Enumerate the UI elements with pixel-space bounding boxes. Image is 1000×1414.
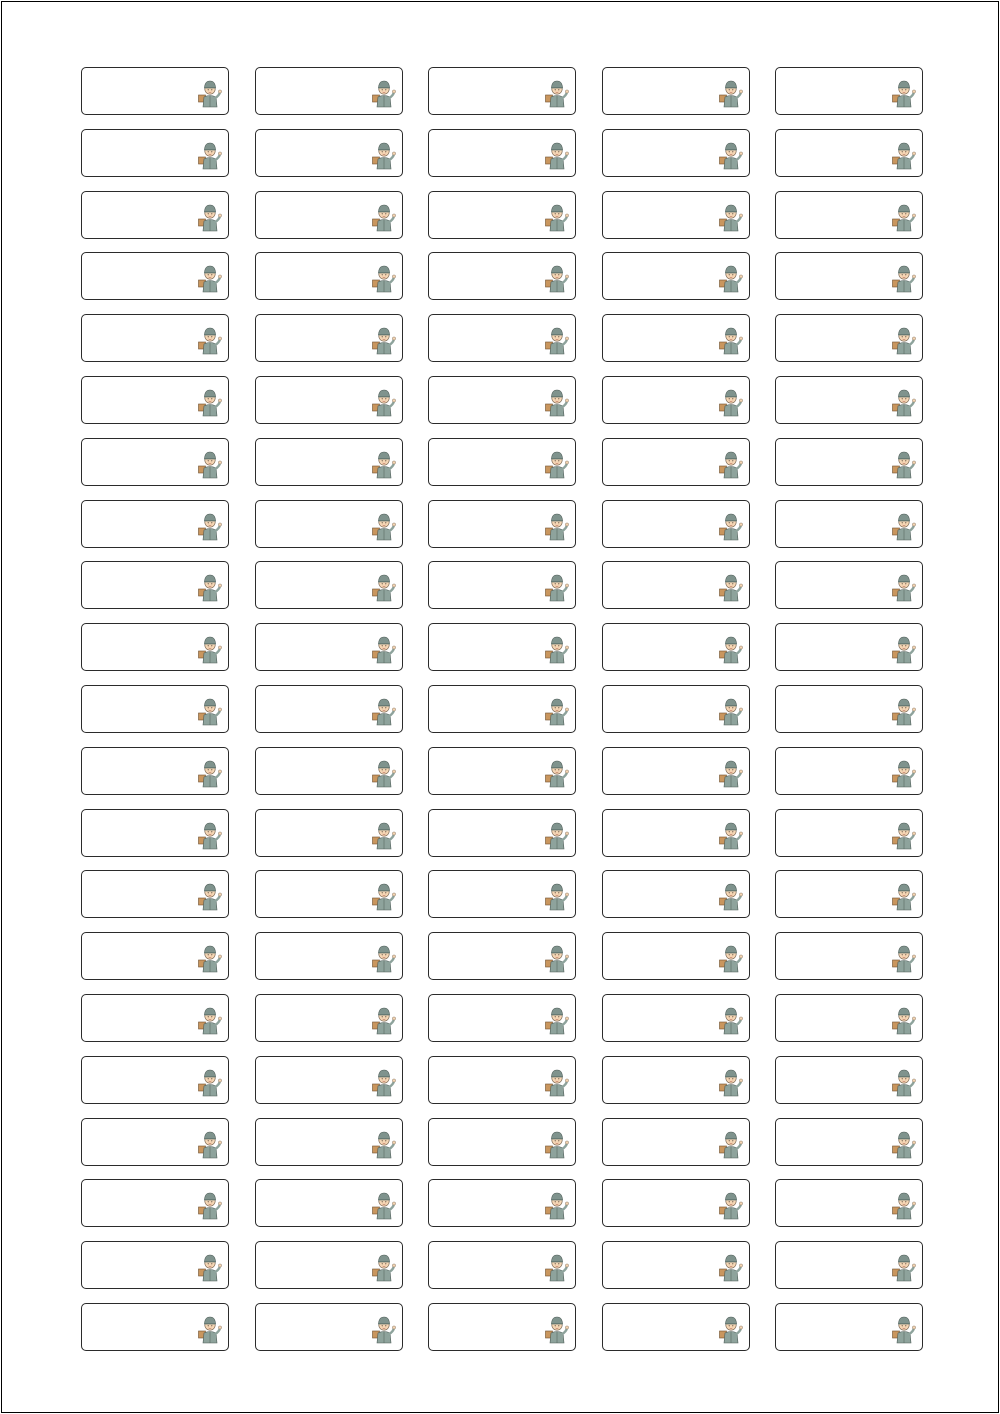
delivery-worker-icon — [719, 325, 743, 355]
blank-label[interactable] — [602, 623, 750, 671]
blank-label[interactable] — [775, 870, 923, 918]
blank-label[interactable] — [81, 1118, 229, 1166]
delivery-worker-icon — [198, 1129, 222, 1159]
delivery-worker-icon — [372, 1190, 396, 1220]
delivery-worker-icon — [719, 696, 743, 726]
blank-label[interactable] — [775, 561, 923, 609]
blank-label[interactable] — [602, 809, 750, 857]
blank-label[interactable] — [428, 1056, 576, 1104]
delivery-worker-icon — [892, 202, 916, 232]
delivery-worker-icon — [545, 140, 569, 170]
blank-label[interactable] — [775, 500, 923, 548]
blank-label[interactable] — [255, 1056, 403, 1104]
delivery-worker-icon — [892, 263, 916, 293]
blank-label[interactable] — [775, 685, 923, 733]
delivery-worker-icon — [719, 572, 743, 602]
delivery-worker-icon — [198, 1190, 222, 1220]
delivery-worker-icon — [372, 325, 396, 355]
blank-label[interactable] — [775, 747, 923, 795]
delivery-worker-icon — [372, 449, 396, 479]
delivery-worker-icon — [719, 78, 743, 108]
delivery-worker-icon — [198, 325, 222, 355]
delivery-worker-icon — [892, 78, 916, 108]
blank-label[interactable] — [428, 747, 576, 795]
delivery-worker-icon — [892, 696, 916, 726]
delivery-worker-icon — [372, 387, 396, 417]
blank-label[interactable] — [81, 191, 229, 239]
blank-label[interactable] — [81, 747, 229, 795]
delivery-worker-icon — [545, 387, 569, 417]
blank-label[interactable] — [602, 252, 750, 300]
delivery-worker-icon — [719, 449, 743, 479]
delivery-worker-icon — [372, 1252, 396, 1282]
delivery-worker-icon — [719, 140, 743, 170]
delivery-worker-icon — [372, 1067, 396, 1097]
delivery-worker-icon — [198, 634, 222, 664]
delivery-worker-icon — [545, 1067, 569, 1097]
blank-label[interactable] — [775, 438, 923, 486]
blank-label[interactable] — [602, 376, 750, 424]
blank-label[interactable] — [602, 67, 750, 115]
blank-label[interactable] — [81, 685, 229, 733]
blank-label[interactable] — [255, 747, 403, 795]
delivery-worker-icon — [719, 1005, 743, 1035]
delivery-worker-icon — [545, 820, 569, 850]
delivery-worker-icon — [719, 881, 743, 911]
delivery-worker-icon — [372, 820, 396, 850]
blank-label[interactable] — [255, 685, 403, 733]
blank-label[interactable] — [255, 1303, 403, 1351]
delivery-worker-icon — [719, 943, 743, 973]
delivery-worker-icon — [372, 696, 396, 726]
blank-label[interactable] — [775, 314, 923, 362]
delivery-worker-icon — [545, 202, 569, 232]
delivery-worker-icon — [372, 1005, 396, 1035]
blank-label[interactable] — [81, 438, 229, 486]
delivery-worker-icon — [892, 1129, 916, 1159]
blank-label[interactable] — [602, 314, 750, 362]
delivery-worker-icon — [892, 881, 916, 911]
delivery-worker-icon — [719, 387, 743, 417]
blank-label[interactable] — [428, 129, 576, 177]
blank-label[interactable] — [81, 994, 229, 1042]
blank-label[interactable] — [81, 1056, 229, 1104]
delivery-worker-icon — [198, 511, 222, 541]
delivery-worker-icon — [545, 449, 569, 479]
delivery-worker-icon — [372, 78, 396, 108]
delivery-worker-icon — [198, 820, 222, 850]
blank-label[interactable] — [255, 1118, 403, 1166]
blank-label[interactable] — [775, 252, 923, 300]
blank-label[interactable] — [602, 685, 750, 733]
blank-label[interactable] — [428, 1118, 576, 1166]
delivery-worker-icon — [198, 387, 222, 417]
blank-label[interactable] — [255, 623, 403, 671]
delivery-worker-icon — [198, 449, 222, 479]
delivery-worker-icon — [719, 1067, 743, 1097]
delivery-worker-icon — [545, 634, 569, 664]
delivery-worker-icon — [719, 1190, 743, 1220]
delivery-worker-icon — [892, 758, 916, 788]
delivery-worker-icon — [545, 572, 569, 602]
blank-label[interactable] — [81, 314, 229, 362]
blank-label[interactable] — [255, 870, 403, 918]
delivery-worker-icon — [372, 634, 396, 664]
blank-label[interactable] — [602, 1241, 750, 1289]
blank-label[interactable] — [255, 994, 403, 1042]
blank-label[interactable] — [81, 500, 229, 548]
delivery-worker-icon — [719, 511, 743, 541]
blank-label[interactable] — [81, 252, 229, 300]
blank-label[interactable] — [428, 809, 576, 857]
blank-label[interactable] — [775, 623, 923, 671]
blank-label[interactable] — [81, 376, 229, 424]
delivery-worker-icon — [719, 202, 743, 232]
blank-label[interactable] — [81, 932, 229, 980]
blank-label[interactable] — [255, 438, 403, 486]
delivery-worker-icon — [198, 1252, 222, 1282]
delivery-worker-icon — [892, 449, 916, 479]
delivery-worker-icon — [545, 511, 569, 541]
delivery-worker-icon — [719, 820, 743, 850]
delivery-worker-icon — [198, 1005, 222, 1035]
delivery-worker-icon — [892, 1067, 916, 1097]
delivery-worker-icon — [892, 820, 916, 850]
delivery-worker-icon — [198, 263, 222, 293]
blank-label[interactable] — [428, 685, 576, 733]
blank-label[interactable] — [255, 252, 403, 300]
delivery-worker-icon — [372, 572, 396, 602]
blank-label[interactable] — [428, 623, 576, 671]
blank-label[interactable] — [602, 994, 750, 1042]
delivery-worker-icon — [545, 881, 569, 911]
delivery-worker-icon — [372, 1129, 396, 1159]
blank-label[interactable] — [775, 809, 923, 857]
delivery-worker-icon — [545, 1005, 569, 1035]
delivery-worker-icon — [372, 943, 396, 973]
blank-label[interactable] — [255, 191, 403, 239]
blank-label[interactable] — [81, 67, 229, 115]
delivery-worker-icon — [545, 1252, 569, 1282]
blank-label[interactable] — [428, 932, 576, 980]
blank-label[interactable] — [775, 129, 923, 177]
blank-label[interactable] — [255, 67, 403, 115]
delivery-worker-icon — [892, 1190, 916, 1220]
blank-label[interactable] — [255, 1241, 403, 1289]
blank-label[interactable] — [775, 376, 923, 424]
blank-label[interactable] — [775, 1303, 923, 1351]
delivery-worker-icon — [372, 758, 396, 788]
delivery-worker-icon — [198, 1314, 222, 1344]
delivery-worker-icon — [719, 1252, 743, 1282]
blank-label[interactable] — [428, 191, 576, 239]
blank-label[interactable] — [255, 376, 403, 424]
label-sheet — [1, 1, 999, 1413]
delivery-worker-icon — [892, 387, 916, 417]
blank-label[interactable] — [775, 1056, 923, 1104]
delivery-worker-icon — [198, 202, 222, 232]
blank-label[interactable] — [255, 932, 403, 980]
blank-label[interactable] — [602, 1118, 750, 1166]
blank-label[interactable] — [81, 870, 229, 918]
delivery-worker-icon — [198, 140, 222, 170]
delivery-worker-icon — [372, 511, 396, 541]
blank-label[interactable] — [602, 500, 750, 548]
delivery-worker-icon — [198, 943, 222, 973]
blank-label[interactable] — [602, 438, 750, 486]
blank-label[interactable] — [428, 376, 576, 424]
blank-label[interactable] — [255, 500, 403, 548]
blank-label[interactable] — [81, 623, 229, 671]
delivery-worker-icon — [719, 634, 743, 664]
blank-label[interactable] — [81, 1303, 229, 1351]
blank-label[interactable] — [775, 191, 923, 239]
delivery-worker-icon — [198, 881, 222, 911]
blank-label[interactable] — [428, 500, 576, 548]
delivery-worker-icon — [719, 1314, 743, 1344]
delivery-worker-icon — [545, 263, 569, 293]
blank-label[interactable] — [775, 1179, 923, 1227]
delivery-worker-icon — [372, 263, 396, 293]
delivery-worker-icon — [892, 511, 916, 541]
delivery-worker-icon — [545, 696, 569, 726]
delivery-worker-icon — [892, 1005, 916, 1035]
delivery-worker-icon — [892, 634, 916, 664]
blank-label[interactable] — [428, 994, 576, 1042]
blank-label[interactable] — [775, 67, 923, 115]
delivery-worker-icon — [892, 1314, 916, 1344]
delivery-worker-icon — [198, 1067, 222, 1097]
delivery-worker-icon — [545, 1314, 569, 1344]
delivery-worker-icon — [892, 1252, 916, 1282]
blank-label[interactable] — [255, 314, 403, 362]
delivery-worker-icon — [892, 943, 916, 973]
blank-label[interactable] — [255, 809, 403, 857]
blank-label[interactable] — [602, 1303, 750, 1351]
delivery-worker-icon — [372, 140, 396, 170]
blank-label[interactable] — [255, 1179, 403, 1227]
blank-label[interactable] — [775, 994, 923, 1042]
blank-label[interactable] — [775, 1118, 923, 1166]
blank-label[interactable] — [775, 1241, 923, 1289]
blank-label[interactable] — [602, 561, 750, 609]
delivery-worker-icon — [198, 758, 222, 788]
blank-label[interactable] — [81, 809, 229, 857]
blank-label[interactable] — [602, 870, 750, 918]
blank-label[interactable] — [428, 438, 576, 486]
blank-label[interactable] — [428, 252, 576, 300]
blank-label[interactable] — [428, 67, 576, 115]
delivery-worker-icon — [372, 202, 396, 232]
blank-label[interactable] — [428, 1241, 576, 1289]
blank-label[interactable] — [81, 1241, 229, 1289]
blank-label[interactable] — [602, 129, 750, 177]
delivery-worker-icon — [545, 943, 569, 973]
blank-label[interactable] — [81, 1179, 229, 1227]
delivery-worker-icon — [198, 572, 222, 602]
blank-label[interactable] — [255, 561, 403, 609]
delivery-worker-icon — [198, 696, 222, 726]
delivery-worker-icon — [545, 1190, 569, 1220]
blank-label[interactable] — [602, 1179, 750, 1227]
blank-label[interactable] — [428, 1303, 576, 1351]
label-grid — [81, 67, 923, 1351]
delivery-worker-icon — [719, 263, 743, 293]
delivery-worker-icon — [545, 1129, 569, 1159]
blank-label[interactable] — [81, 129, 229, 177]
blank-label[interactable] — [428, 1179, 576, 1227]
delivery-worker-icon — [372, 881, 396, 911]
blank-label[interactable] — [255, 129, 403, 177]
delivery-worker-icon — [198, 78, 222, 108]
delivery-worker-icon — [719, 1129, 743, 1159]
blank-label[interactable] — [602, 191, 750, 239]
delivery-worker-icon — [719, 758, 743, 788]
delivery-worker-icon — [545, 325, 569, 355]
delivery-worker-icon — [545, 78, 569, 108]
blank-label[interactable] — [602, 932, 750, 980]
delivery-worker-icon — [892, 140, 916, 170]
blank-label[interactable] — [602, 1056, 750, 1104]
blank-label[interactable] — [602, 747, 750, 795]
delivery-worker-icon — [892, 325, 916, 355]
delivery-worker-icon — [372, 1314, 396, 1344]
blank-label[interactable] — [428, 314, 576, 362]
delivery-worker-icon — [545, 758, 569, 788]
blank-label[interactable] — [81, 561, 229, 609]
delivery-worker-icon — [892, 572, 916, 602]
blank-label[interactable] — [428, 870, 576, 918]
blank-label[interactable] — [428, 561, 576, 609]
blank-label[interactable] — [775, 932, 923, 980]
